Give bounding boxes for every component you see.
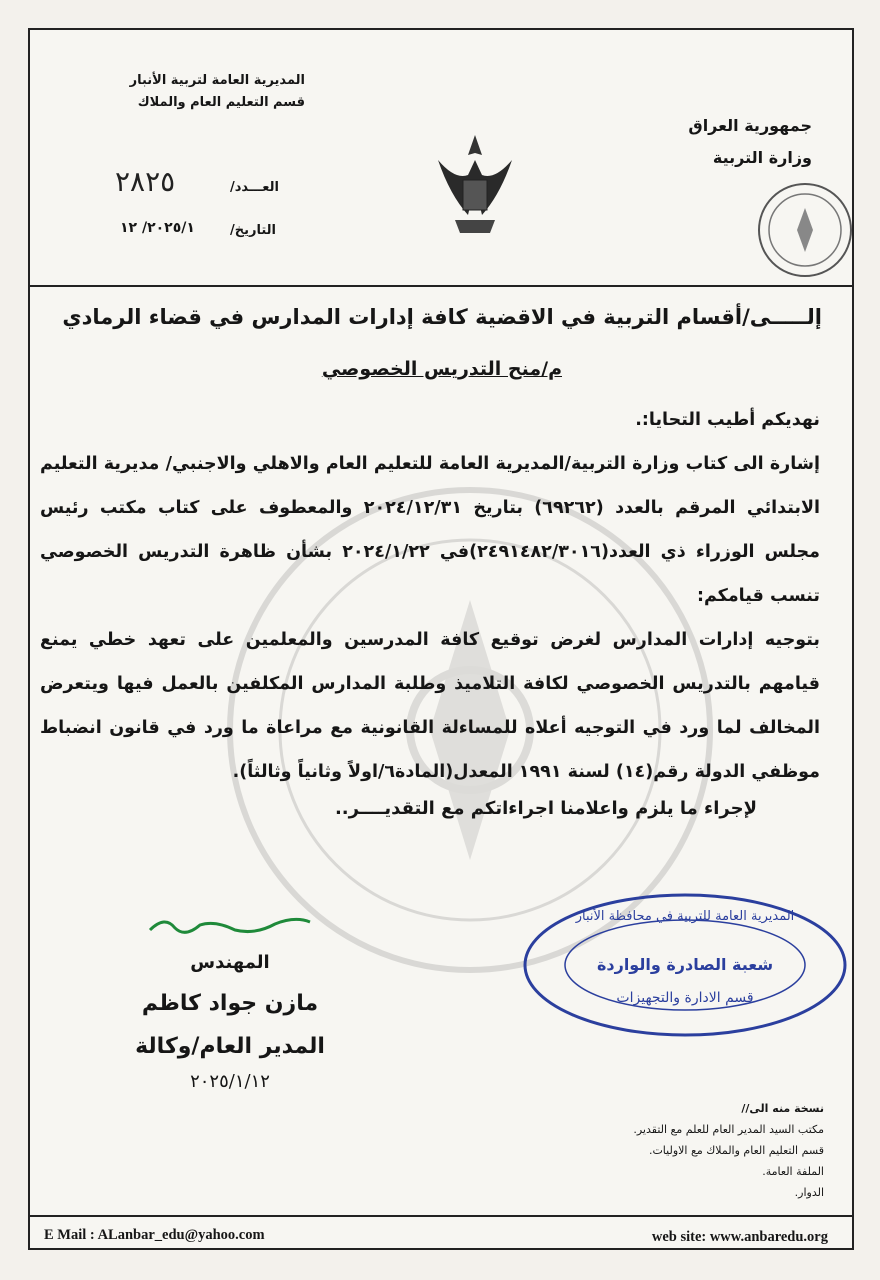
- letter-body: [40, 398, 820, 794]
- stamp-outer-text: المديرية العامة للتربية في محافظة الأنبار: [575, 909, 795, 924]
- footer-email: E Mail : ALanbar_edu@yahoo.com: [44, 1227, 265, 1243]
- signature-block: [130, 910, 330, 1092]
- date-label: التاريخ/: [230, 223, 277, 238]
- header-divider: [30, 285, 852, 287]
- ministry-name: وزارة التربية: [712, 148, 812, 167]
- header-left: [105, 70, 305, 114]
- ref-label: العـــدد/: [230, 180, 279, 195]
- directorate-name: المديرية العامة لتربية الأنبار: [129, 73, 305, 88]
- stamp-middle-text: شعبة الصادرة والواردة: [596, 955, 774, 974]
- letter-page: [28, 28, 854, 1250]
- date-value: ٢٠٢٥/١/ ١٢: [120, 220, 195, 236]
- incoming-outgoing-stamp: [520, 890, 850, 1040]
- body-paragraph-2: بتوجيه إدارات المدارس لغرض توقيع كافة المدرسين والمعلمين على تعهد خطي يمنع قيامهم بالتدريس الخصوصي لكافة التلاميذ وطلبة المدارس المكلفين بالعمل فيها ويتعرض المخالف لما ورد في التوجيه أعلاه للمساءلة القانونية مع مراعاة ما ورد في قانون انضباط موظفي الدولة رقم(١٤) لسنة ١٩٩١ المعدل(المادة٦/اولاً وثانياً وثالثاً).: [40, 630, 820, 782]
- stamp-inner-text: قسم الادارة والتجهيزات: [616, 990, 754, 1006]
- greeting: نهديكم أطيب التحايا:.: [635, 410, 820, 430]
- signature-date: ٢٠٢٥/١/١٢: [190, 1071, 270, 1092]
- body-paragraph-1: إشارة الى كتاب وزارة التربية/المديرية العامة للتعليم العام والاهلي والاجنبي/ مديرية التعليم الابتدائي المرقم بالعدد (٦٩٢٦٢) بتاريخ ٢٠٢٤/١٢/٣١ والمعطوف على كتاب مكتب رئيس مجلس الوزراء ذي العدد(٢٤٩١٤٨٢/٣٠١٦)في ٢٠٢٤/١/٢٢ بشأن ظاهرة التدريس الخصوصي تنسب قيامكم:: [40, 454, 821, 606]
- copies-list: [564, 1098, 824, 1203]
- ref-number: ٢٨٢٥: [115, 165, 176, 198]
- copies-title: نسخة منه الى//: [741, 1102, 824, 1115]
- addressee-line: إلـــــى/أقسام التربية في الاقضية كافة إدارات المدارس في قضاء الرمادي: [62, 305, 822, 329]
- copy-item: مكتب السيد المدير العام للعلم مع التقدير.: [633, 1123, 824, 1136]
- copy-item: الدوار.: [794, 1186, 824, 1199]
- country-name: جمهورية العراق: [688, 116, 812, 135]
- footer: [30, 1215, 852, 1251]
- copy-item: قسم التعليم العام والملاك مع الاوليات.: [648, 1144, 824, 1157]
- copy-item: الملفة العامة.: [762, 1165, 824, 1178]
- iraq-eagle-emblem-icon: [430, 125, 520, 245]
- footer-website: web site: www.anbaredu.org: [651, 1229, 828, 1245]
- subject-line: م/منح التدريس الخصوصي: [321, 358, 562, 380]
- department-name: قسم التعليم العام والملاك: [137, 95, 305, 110]
- closing-line: لإجراء ما يلزم واعلامنا اجراءاتكم مع التقديــــر..: [334, 798, 757, 819]
- signatory-title: المهندس: [190, 952, 270, 973]
- signatory-role: المدير العام/وكالة: [135, 1034, 325, 1059]
- header-right: [688, 110, 812, 174]
- ministry-round-seal-icon: [755, 180, 855, 280]
- handwritten-signature-icon: [145, 910, 315, 950]
- signatory-name: مازن جواد كاظم: [141, 991, 319, 1016]
